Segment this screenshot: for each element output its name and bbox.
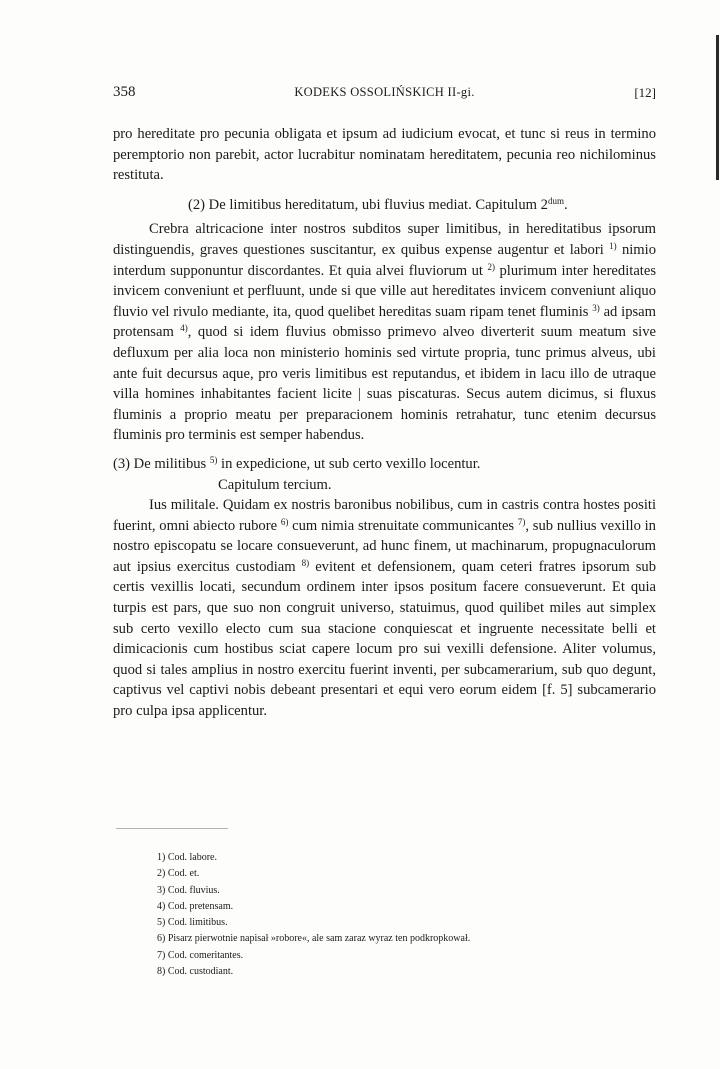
footnote-ref-5: 5) xyxy=(209,454,218,465)
footnote-7: 7) Cod. comeritantes. xyxy=(157,949,244,961)
footnote-ref-7: 7) xyxy=(517,516,526,527)
footnote-ref-4: 4) xyxy=(180,323,188,334)
footnote-6: 6) Pisarz pierwotnie napisał »robore«, ale sam zaraz wyraz ten podkropkował. xyxy=(157,933,471,945)
footnote-ref-1: 1) xyxy=(609,240,617,251)
page-number: 358 xyxy=(113,84,136,100)
footnote-5: 5) Cod. limitibus. xyxy=(157,917,228,929)
footnotes xyxy=(157,850,637,980)
paragraph-2: Crebra altricacione inter nostros subditos super limitibus, in hereditatibus ipsorum distinguendis, graves questiones suscitantur, ex quibus expense augentur et labori $^{1)}$ nimio interdum supponuntur discordantes. Et quia alvei fluviorum ut $^{2)}$ plurimum inter hereditates invicem conveniunt et perfluunt, unde si que ville aut hereditates invicem conveniunt aliquo fluvio vel rivulo mediante, ita, quod quelibet hereditas suam ripam tenet fluminis $^{3)}$ ad ipsam protensam $^{4)}$, quod si idem fluvius obmisso primevo alveo diverterit suum meatum sive defluxum per alia loca non ministerio hominis sed virtute propria, tunc primus alveus, ubi ante fuit decursus aque, pro veris limitibus est reputandus, et ibidem in lacu illo de utraque villa homines inhabitantes facient licite | suas piscaturas. Secus autem dicimus, si fluxus fluminis a proprio meatu per preparacionem hominis retrahatur, tunc etenim decursus fluminis pro terminis est semper habendus. xyxy=(113,221,657,444)
page-edge-mark xyxy=(716,35,719,180)
paragraph-1: pro hereditate pro pecunia obligata et ipsum ad iudicium evocat, et tunc si reus in termino peremptorio non parebit, actor lucrabitur nominatam hereditatem, pecunia reo nichilominus restituta. xyxy=(113,126,656,184)
paragraph-3: Ius militale. Quidam ex nostris baronibus nobilibus, cum in castris contra hostes positi fuerint, omni abiecto rubore $^{6)}$ cum nimia strenuitate communicantes $^{7)}$, sub nullius vexillo in nostro episcopatu se locare consueverunt, ad hunc finem, ut machinarum, propugnaculorum aut ipsius exercitus custodiam $^{8)}$ evitent et defensionem, quam ceteri fratres ipsorum sub certis vexillis locati, secundum ordinem inter ipsos positum facere consueverunt. Et quia turpis est pars, que suo non congruit universo, statuimus, quod quilibet miles aut simplex sub certo vexillo electo cum sua stacione conquiescat et ingruente necessitate belli et dimicacionis cum hostibus sciat capere locum pro sui vexilli defensione. Aliter volumus, quod si tales amplius in nostro exercitu fuerint inventi, per subcamerarium, sub quo degunt, captivus vel captivi nobis debeant presentari et equi vero eorum eidem [f. 5] subcamerario pro culpa ipsa applicentur. xyxy=(113,497,657,720)
folio-number: [12] xyxy=(634,85,656,100)
running-header xyxy=(113,84,656,106)
footnote-ref-6: 6) xyxy=(280,516,289,527)
footnote-8: 8) Cod. custodiant. xyxy=(157,966,234,978)
footnote-3: 3) Cod. fluvius. xyxy=(157,884,220,896)
chapter-heading-2: (2) De limitibus hereditatum, ubi fluvius mediat. Capitulum $2^{dum}$. xyxy=(188,195,568,213)
footnote-2: 2) Cod. et. xyxy=(157,868,200,880)
folio-marker: [f. 5] xyxy=(542,682,573,699)
main-text xyxy=(113,124,656,722)
footnote-4: 4) Cod. pretensam. xyxy=(157,900,234,912)
footnote-1: 1) Cod. labore. xyxy=(157,852,217,863)
footnote-ref-8: 8) xyxy=(301,557,310,568)
footnote-ref-3: 3) xyxy=(592,302,600,313)
footnote-divider xyxy=(116,828,228,829)
running-title: KODEKS OSSOLIŃSKICH II-gi. xyxy=(294,85,475,99)
chapter-heading-3: (3) De militibus $^{5)}$ in expedicione, ut sub certo vexillo locentur. Capitulum tercium. xyxy=(113,454,481,493)
footnote-ref-2: 2) xyxy=(487,261,495,272)
